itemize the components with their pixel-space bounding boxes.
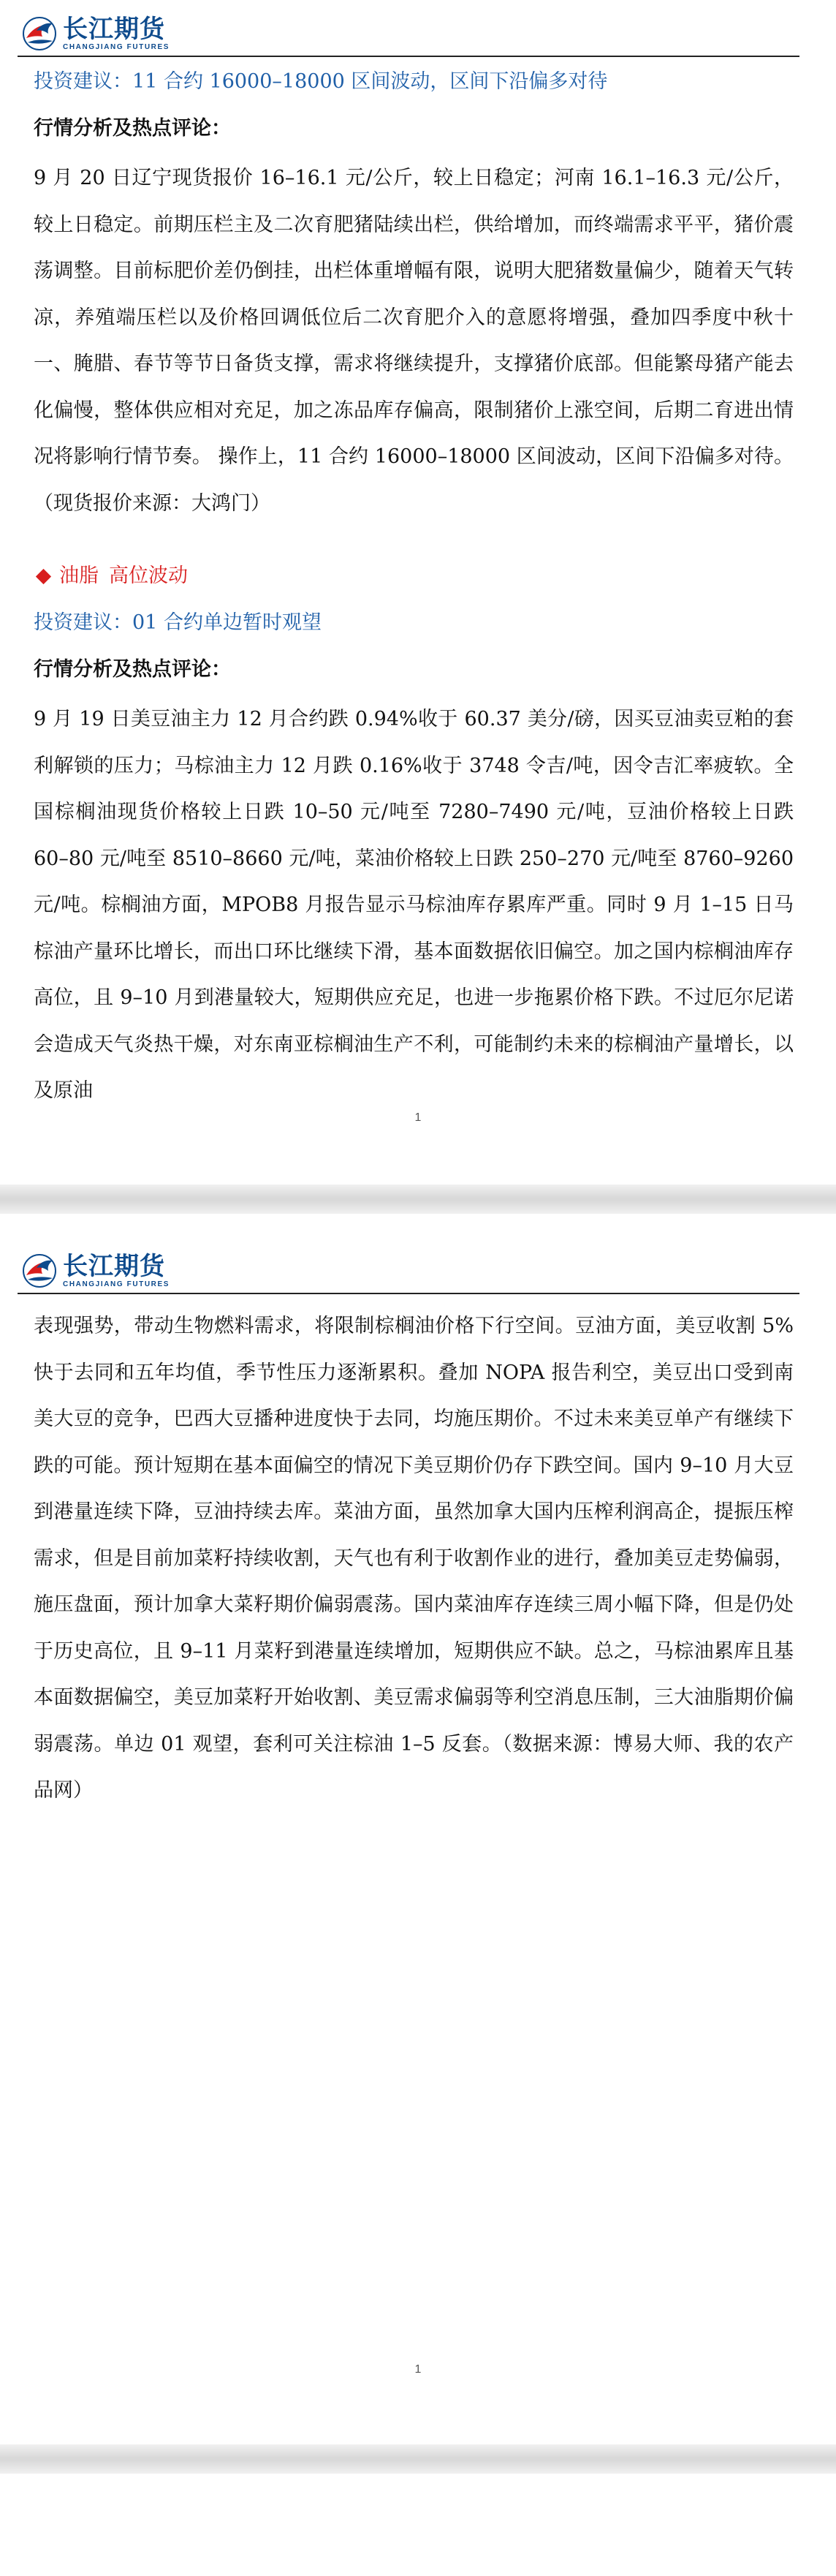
blank-area: [0, 2474, 836, 2576]
logo-name-en: CHANGJIANG FUTURES: [63, 1280, 170, 1288]
logo-name-en: CHANGJIANG FUTURES: [63, 42, 170, 51]
page-number: 1: [414, 1111, 422, 1124]
diamond-bullet-icon: [36, 568, 51, 583]
logo-name-cn: 长江期货: [63, 14, 165, 44]
document-page-2: [0, 1214, 836, 2444]
oil-analysis-title: 行情分析及热点评论：: [34, 658, 231, 681]
page-separator: [0, 2444, 836, 2474]
page-header: [18, 1249, 799, 1294]
changjiang-logo-icon: [20, 1253, 58, 1288]
pig-investment-advice: 投资建议：11 合约 16000–18000 区间波动，区间下沿偏多对待: [34, 70, 608, 93]
pig-analysis-paragraph: 9 月 20 日辽宁现货报价 16–16.1 元/公斤，较上日稳定；河南 16.1–16.3 元/公斤，较上日稳定。前期压栏主及二次育肥猪陆续出栏，供给增加，而终端需求平平，猪价震荡调整。目前标肥价差仍倒挂，出栏体重增幅有限，说明大肥猪数量偏少，随着天气转凉，养殖端压栏以及价格回调低位后二次育肥介入的意愿将增强，叠加四季度中秋十一、腌腊、春节等节日备货支撑，需求将继续提升，支撑猪价底部。但能繁母猪产能去化偏慢，整体供应相对充足，加之冻品库存偏高，限制猪价上涨空间，后期二育进出情况将影响行情节奏。 操作上，11 合约 16000–18000 区间波动，区间下沿偏多对待。（现货报价来源：大鸿门）: [34, 167, 794, 515]
page-number: 1: [414, 2363, 422, 2376]
page-header: [18, 12, 799, 57]
company-logo: [20, 16, 170, 51]
oil-analysis-paragraph-part2: 表现强势，带动生物燃料需求，将限制棕榈油价格下行空间。豆油方面，美豆收割 5%快于去同和五年均值，季节性压力逐渐累积。叠加 NOPA 报告利空，美豆出口受到南美大豆的竞争，巴西大豆播种进度快于去同，均施压期价。不过未来美豆单产有继续下跌的可能。预计短期在基本面偏空的情况下美豆期价仍存下跌空间。国内 9–10 月大豆到港量连续下降，豆油持续去库。菜油方面，虽然加拿大国内压榨利润高企，提振压榨需求，但是目前加菜籽持续收割，天气也有利于收割作业的进行，叠加美豆走势偏弱，施压盘面，预计加拿大菜籽期价偏弱震荡。国内菜油库存连续三周小幅下降，但是仍处于历史高位，且 9–11 月菜籽到港量连续增加，短期供应不缺。总之，马棕油累库且基本面数据偏空，美豆加菜籽开始收割、美豆需求偏弱等利空消息压制，三大油脂期价偏弱震荡。单边 01 观望，套利可关注棕油 1–5 反套。（数据来源：博易大师、我的农产品网）: [34, 1315, 794, 1802]
document-page-1: [0, 0, 836, 1185]
oil-investment-advice: 投资建议：01 合约单边暂时观望: [34, 611, 322, 634]
logo-name-cn: 长江期货: [63, 1251, 165, 1281]
pig-analysis-title: 行情分析及热点评论：: [34, 117, 231, 140]
oil-section-heading: [34, 560, 794, 592]
page-separator: [0, 1185, 836, 1214]
page-1-content: [34, 66, 794, 1114]
page-2-content: [34, 1303, 794, 1814]
changjiang-logo-icon: [20, 16, 58, 51]
company-logo: [20, 1253, 170, 1288]
oil-section-name: 油脂: [59, 564, 99, 587]
oil-section-trend: 高位波动: [109, 564, 188, 587]
oil-analysis-paragraph-part1: 9 月 19 日美豆油主力 12 月合约跌 0.94%收于 60.37 美分/磅，因买豆油卖豆粕的套利解锁的压力；马棕油主力 12 月跌 0.16%收于 3748 令吉/吨，因令吉汇率疲软。全国棕榈油现货价格较上日跌 10–50 元/吨至 7280–7490 元/吨，豆油价格较上日跌 60–80 元/吨至 8510–8660 元/吨，菜油价格较上日跌 250–270 元/吨至 8760–9260 元/吨。棕榈油方面，MPOB8 月报告显示马棕油库存累库严重。同时 9 月 1–15 日马棕油产量环比增长，而出口环比继续下滑，基本面数据依旧偏空。加之国内棕榈油库存高位，且 9–10 月到港量较大，短期供应充足，也进一步拖累价格下跌。不过厄尔尼诺会造成天气炎热干燥，对东南亚棕榈油生产不利，可能制约未来的棕榈油产量增长，以及原油: [34, 708, 794, 1102]
